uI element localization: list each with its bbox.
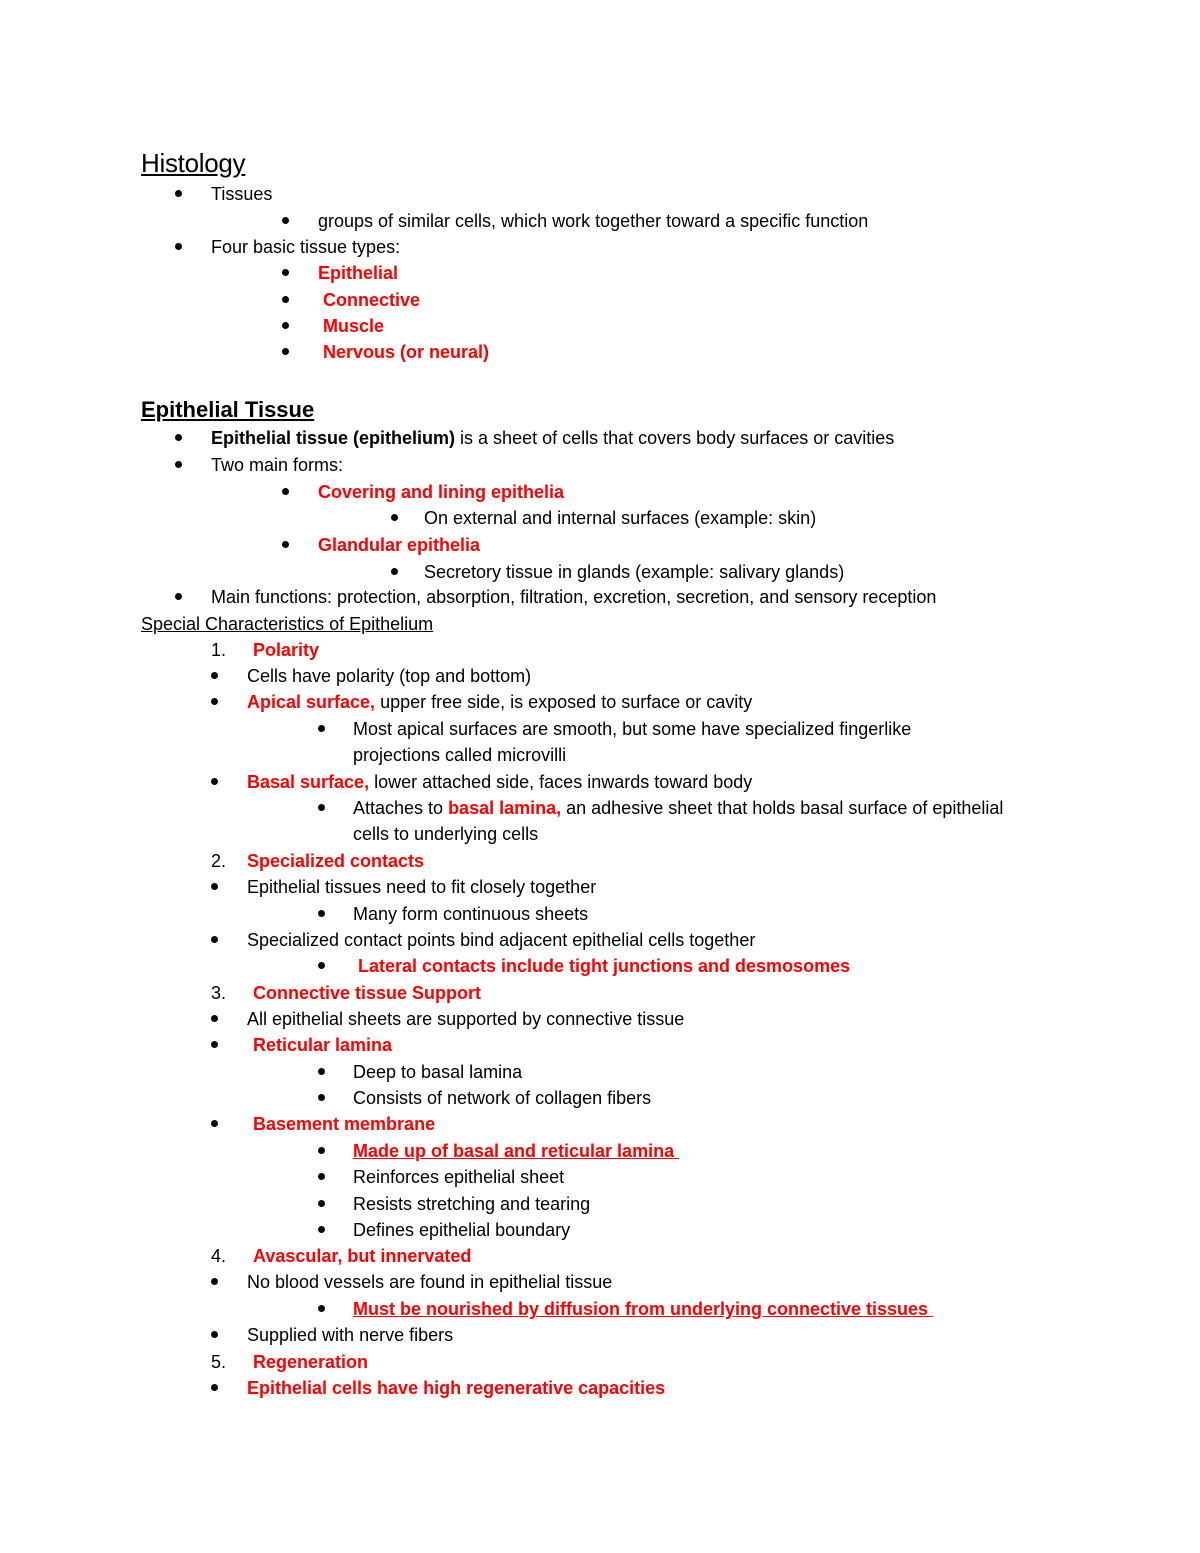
- polarity-detail: Cells have polarity (top and bottom): [247, 666, 532, 686]
- basement-detail-4: Defines epithelial boundary: [353, 1220, 571, 1240]
- basal-surface-term: Basal surface,: [247, 772, 370, 792]
- basement-membrane-item: Basement membrane: [253, 1114, 436, 1134]
- main-functions-item: Main functions: protection, absorption, filtration, excretion, secretion, and sensory reception: [211, 587, 937, 607]
- connective-support-item: Connective tissue Support: [253, 983, 482, 1003]
- bullet: [175, 243, 182, 250]
- bullet: [282, 541, 289, 548]
- avascular-item: Avascular, but innervated: [253, 1246, 472, 1266]
- apical-surface-item: [247, 691, 752, 713]
- regeneration-detail: Epithelial cells have high regenerative capacities: [247, 1378, 666, 1398]
- basement-detail-3: Resists stretching and tearing: [353, 1194, 591, 1214]
- four-types-item: Four basic tissue types:: [211, 237, 401, 257]
- specialized-contacts-item: Specialized contacts: [247, 851, 425, 871]
- lateral-contacts-item: Lateral contacts include tight junctions and desmosomes: [358, 956, 851, 976]
- regeneration-item: Regeneration: [253, 1352, 369, 1372]
- bullet: [211, 883, 218, 890]
- list-number: 4.: [211, 1246, 227, 1266]
- tissue-type-nervous: Nervous (or neural): [323, 342, 490, 362]
- bullet: [318, 1068, 325, 1075]
- bullet: [175, 461, 182, 468]
- bullet: [211, 1384, 218, 1391]
- avascular-detail-1-sub: Must be nourished by diffusion from underlying connective tissues: [353, 1299, 934, 1319]
- bullet: [318, 1094, 325, 1101]
- list-number: 3.: [211, 983, 227, 1003]
- bullet: [211, 1278, 218, 1285]
- tissue-type-epithelial: Epithelial: [318, 263, 399, 283]
- bullet: [175, 190, 182, 197]
- apical-sub-line-1: Most apical surfaces are smooth, but some have specialized fingerlike: [353, 719, 912, 739]
- bullet: [211, 1120, 218, 1127]
- bullet: [175, 593, 182, 600]
- bullet: [318, 910, 325, 917]
- bullet: [318, 725, 325, 732]
- tissue-type-connective: Connective: [323, 290, 421, 310]
- list-number: 5.: [211, 1352, 227, 1372]
- basal-sub-pre: Attaches to: [353, 798, 449, 818]
- bullet: [282, 488, 289, 495]
- epithelium-definition: [211, 427, 894, 449]
- bullet: [282, 217, 289, 224]
- glandular-item: Glandular epithelia: [318, 535, 481, 555]
- basement-detail-1: Made up of basal and reticular lamina: [353, 1141, 680, 1161]
- epithelium-definition-text: is a sheet of cells that covers body surfaces or cavities: [455, 428, 895, 448]
- tissue-type-muscle: Muscle: [323, 316, 385, 336]
- bullet: [211, 778, 218, 785]
- histology-heading: Histology: [141, 148, 246, 178]
- covering-detail: On external and internal surfaces (example: skin): [424, 508, 817, 528]
- list-number: 2.: [211, 851, 227, 871]
- reticular-detail-1: Deep to basal lamina: [353, 1062, 523, 1082]
- bullet: [318, 1200, 325, 1207]
- reticular-lamina-item: Reticular lamina: [253, 1035, 393, 1055]
- avascular-detail-2: Supplied with nerve fibers: [247, 1325, 454, 1345]
- bullet: [318, 804, 325, 811]
- bullet: [211, 1041, 218, 1048]
- bullet: [318, 1305, 325, 1312]
- basal-lamina-term: basal lamina,: [448, 798, 562, 818]
- polarity-item: Polarity: [253, 640, 320, 660]
- basal-surface-text: lower attached side, faces inwards toward body: [369, 772, 753, 792]
- bullet: [211, 672, 218, 679]
- bullet: [282, 348, 289, 355]
- bullet: [282, 269, 289, 276]
- reticular-detail-2: Consists of network of collagen fibers: [353, 1088, 652, 1108]
- bullet: [318, 962, 325, 969]
- covering-lining-item: Covering and lining epithelia: [318, 482, 565, 502]
- bullet: [211, 1015, 218, 1022]
- avascular-detail-1: No blood vessels are found in epithelial tissue: [247, 1272, 613, 1292]
- bullet: [282, 296, 289, 303]
- bullet: [211, 698, 218, 705]
- list-number: 1.: [211, 640, 227, 660]
- epithelial-heading: Epithelial Tissue: [141, 397, 315, 422]
- bullet: [211, 936, 218, 943]
- basal-surface-item: [247, 771, 752, 793]
- contacts-detail-1: Epithelial tissues need to fit closely together: [247, 877, 597, 897]
- support-detail: All epithelial sheets are supported by connective tissue: [247, 1009, 685, 1029]
- bullet: [391, 514, 398, 521]
- two-forms-item: Two main forms:: [211, 455, 344, 475]
- basement-detail-2: Reinforces epithelial sheet: [353, 1167, 565, 1187]
- basal-sub-post: an adhesive sheet that holds basal surface of epithelial: [561, 798, 1004, 818]
- contacts-detail-1-sub: Many form continuous sheets: [353, 904, 589, 924]
- contacts-detail-2: Specialized contact points bind adjacent epithelial cells together: [247, 930, 756, 950]
- apical-surface-term: Apical surface,: [247, 692, 376, 712]
- bullet: [282, 322, 289, 329]
- basal-sub-line-2: cells to underlying cells: [353, 824, 539, 844]
- bullet: [318, 1173, 325, 1180]
- tissues-definition: groups of similar cells, which work together toward a specific function: [318, 211, 869, 231]
- bullet: [211, 1331, 218, 1338]
- apical-surface-text: upper free side, is exposed to surface or cavity: [375, 692, 753, 712]
- apical-sub-line-2: projections called microvilli: [353, 745, 567, 765]
- tissues-item: Tissues: [211, 184, 273, 204]
- epithelium-term: Epithelial tissue (epithelium): [211, 428, 456, 448]
- special-characteristics-heading: Special Characteristics of Epithelium: [141, 614, 434, 634]
- bullet: [391, 568, 398, 575]
- glandular-detail: Secretory tissue in glands (example: salivary glands): [424, 562, 845, 582]
- bullet: [318, 1226, 325, 1233]
- bullet: [318, 1147, 325, 1154]
- basal-sub-line-1: [353, 797, 1003, 819]
- bullet: [175, 434, 182, 441]
